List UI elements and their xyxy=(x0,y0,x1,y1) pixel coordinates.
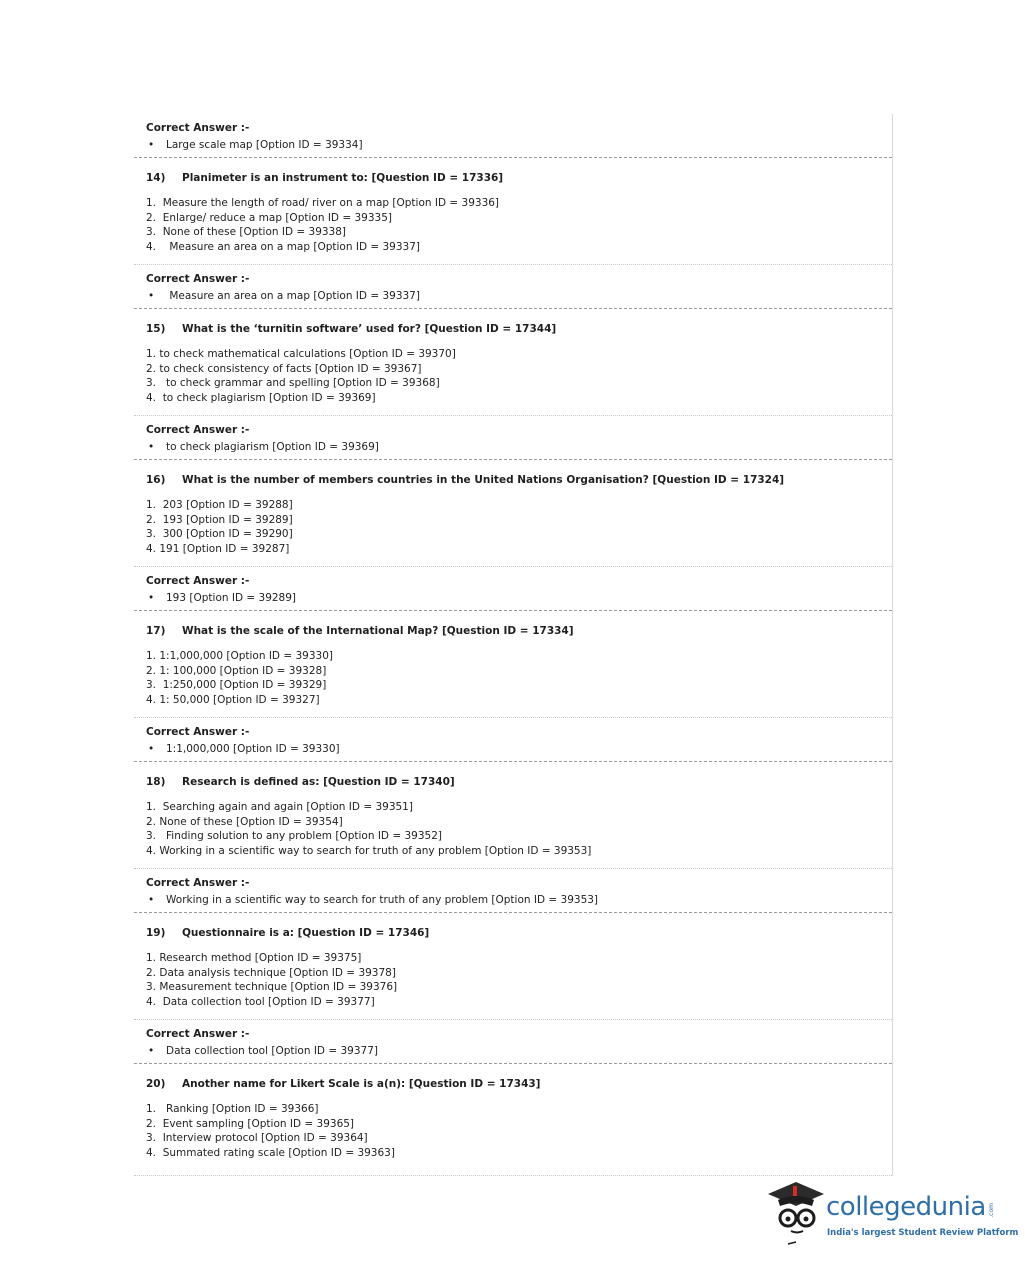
question-title xyxy=(146,473,892,487)
option-item: 1. Ranking [Option ID = 39366] xyxy=(146,1103,319,1115)
correct-answer-block xyxy=(134,869,892,913)
option-item: 3. to check grammar and spelling [Option ID = 39368] xyxy=(146,377,440,390)
question-block xyxy=(134,913,892,1020)
correct-answer-label: Correct Answer :- xyxy=(146,1028,250,1040)
correct-answer-text: Data collection tool [Option ID = 39377] xyxy=(166,1045,378,1057)
bullet-icon: • xyxy=(148,139,155,151)
question-block xyxy=(134,309,892,416)
correct-answer-block xyxy=(134,567,892,611)
question-title xyxy=(146,926,892,940)
collegedunia-logo[interactable] xyxy=(766,1176,1019,1246)
correct-answer-item xyxy=(146,138,892,152)
question-title xyxy=(146,322,892,336)
option-item: 4. to check plagiarism [Option ID = 39369] xyxy=(146,392,376,405)
bullet-icon: • xyxy=(148,290,155,302)
logo-domain-suffix: .com xyxy=(988,1203,995,1218)
option-item: 4. Data collection tool [Option ID = 39377] xyxy=(146,996,375,1009)
question-number: 16) xyxy=(146,474,166,486)
bullet-icon: • xyxy=(148,592,155,604)
correct-answer-block xyxy=(134,416,892,460)
option-item: 4. Working in a scientific way to search for truth of any problem [Option ID = 39353] xyxy=(146,845,592,858)
correct-answer-item xyxy=(146,289,892,303)
correct-answer-text: Measure an area on a map [Option ID = 39337] xyxy=(166,290,420,302)
correct-answer-text: Working in a scientific way to search for truth of any problem [Option ID = 39353] xyxy=(166,894,599,906)
option-item: 1. to check mathematical calculations [Option ID = 39370] xyxy=(146,348,456,360)
option-item: 1. Measure the length of road/ river on a map [Option ID = 39336] xyxy=(146,197,500,209)
bullet-icon: • xyxy=(148,441,155,453)
question-text: Research is defined as: [Question ID = 17340] xyxy=(182,776,455,788)
correct-answer-item xyxy=(146,440,892,454)
option-item: 1. Searching again and again [Option ID = 39351] xyxy=(146,801,413,813)
question-block xyxy=(134,762,892,869)
correct-answer-block xyxy=(134,265,892,309)
question-text: What is the scale of the International Map? [Question ID = 17334] xyxy=(182,625,574,637)
option-item: 1. 203 [Option ID = 39288] xyxy=(146,499,293,511)
question-title xyxy=(146,624,892,638)
question-block xyxy=(134,460,892,567)
question-title xyxy=(146,1077,892,1091)
option-item: 2. Enlarge/ reduce a map [Option ID = 39335] xyxy=(146,211,392,224)
bullet-icon: • xyxy=(148,743,155,755)
question-text: What is the number of members countries in the United Nations Organisation? [Question ID = 17324] xyxy=(182,474,785,486)
question-title xyxy=(146,171,892,185)
option-item: 3. Interview protocol [Option ID = 39364] xyxy=(146,1132,368,1145)
question-number: 19) xyxy=(146,927,166,939)
option-item: 4. 1: 50,000 [Option ID = 39327] xyxy=(146,694,320,707)
option-item: 2. 193 [Option ID = 39289] xyxy=(146,513,293,526)
bullet-icon: • xyxy=(148,894,155,906)
mascot-icon xyxy=(766,1176,826,1246)
correct-answer-item xyxy=(146,591,892,605)
option-item: 2. 1: 100,000 [Option ID = 39328] xyxy=(146,664,327,677)
option-item: 3. Finding solution to any problem [Option ID = 39352] xyxy=(146,830,442,843)
correct-answer-label: Correct Answer :- xyxy=(146,273,250,285)
correct-answer-label: Correct Answer :- xyxy=(146,424,250,436)
option-item: 2. to check consistency of facts [Option ID = 39367] xyxy=(146,362,422,375)
option-item: 4. Measure an area on a map [Option ID = 39337] xyxy=(146,241,420,254)
question-paper xyxy=(134,114,893,1176)
logo-tagline: India's largest Student Review Platform xyxy=(827,1228,1019,1238)
option-item: 3. 1:250,000 [Option ID = 39329] xyxy=(146,679,327,692)
question-block xyxy=(134,611,892,718)
option-item: 2. Event sampling [Option ID = 39365] xyxy=(146,1117,355,1130)
question-number: 14) xyxy=(146,172,166,184)
question-text: Another name for Likert Scale is a(n): [Question ID = 17343] xyxy=(182,1078,541,1090)
option-item: 2. None of these [Option ID = 39354] xyxy=(146,815,343,828)
option-item: 3. None of these [Option ID = 39338] xyxy=(146,226,347,239)
correct-answer-text: 1:1,000,000 [Option ID = 39330] xyxy=(166,743,340,755)
correct-answer-item xyxy=(146,742,892,756)
question-block xyxy=(134,1064,892,1176)
correct-answer-text: Large scale map [Option ID = 39334] xyxy=(166,139,363,151)
option-item: 4. Summated rating scale [Option ID = 39363] xyxy=(146,1147,395,1160)
question-number: 20) xyxy=(146,1078,166,1090)
option-item: 4. 191 [Option ID = 39287] xyxy=(146,543,290,556)
correct-answer-text: to check plagiarism [Option ID = 39369] xyxy=(166,441,379,453)
correct-answer-block xyxy=(134,114,892,158)
option-item: 2. Data analysis technique [Option ID = 39378] xyxy=(146,966,396,979)
logo-wordmark: collegedunia xyxy=(826,1192,986,1222)
correct-answer-label: Correct Answer :- xyxy=(146,877,250,889)
correct-answer-label: Correct Answer :- xyxy=(146,122,250,134)
question-number: 18) xyxy=(146,776,166,788)
option-item: 1. 1:1,000,000 [Option ID = 39330] xyxy=(146,650,333,662)
correct-answer-label: Correct Answer :- xyxy=(146,726,250,738)
option-item: 1. Research method [Option ID = 39375] xyxy=(146,952,362,964)
question-text: Planimeter is an instrument to: [Question ID = 17336] xyxy=(182,172,504,184)
bullet-icon: • xyxy=(148,1045,155,1057)
correct-answer-item xyxy=(146,893,892,907)
option-item: 3. 300 [Option ID = 39290] xyxy=(146,528,293,541)
correct-answer-item xyxy=(146,1044,892,1058)
correct-answer-block xyxy=(134,718,892,762)
question-number: 15) xyxy=(146,323,166,335)
question-text: Questionnaire is a: [Question ID = 17346] xyxy=(182,927,430,939)
question-number: 17) xyxy=(146,625,166,637)
correct-answer-text: 193 [Option ID = 39289] xyxy=(166,592,297,604)
question-title xyxy=(146,775,892,789)
option-item: 3. Measurement technique [Option ID = 39376] xyxy=(146,981,398,994)
correct-answer-label: Correct Answer :- xyxy=(146,575,250,587)
question-text: What is the ‘turnitin software’ used for? [Question ID = 17344] xyxy=(182,323,557,335)
correct-answer-block xyxy=(134,1020,892,1064)
question-block xyxy=(134,158,892,265)
